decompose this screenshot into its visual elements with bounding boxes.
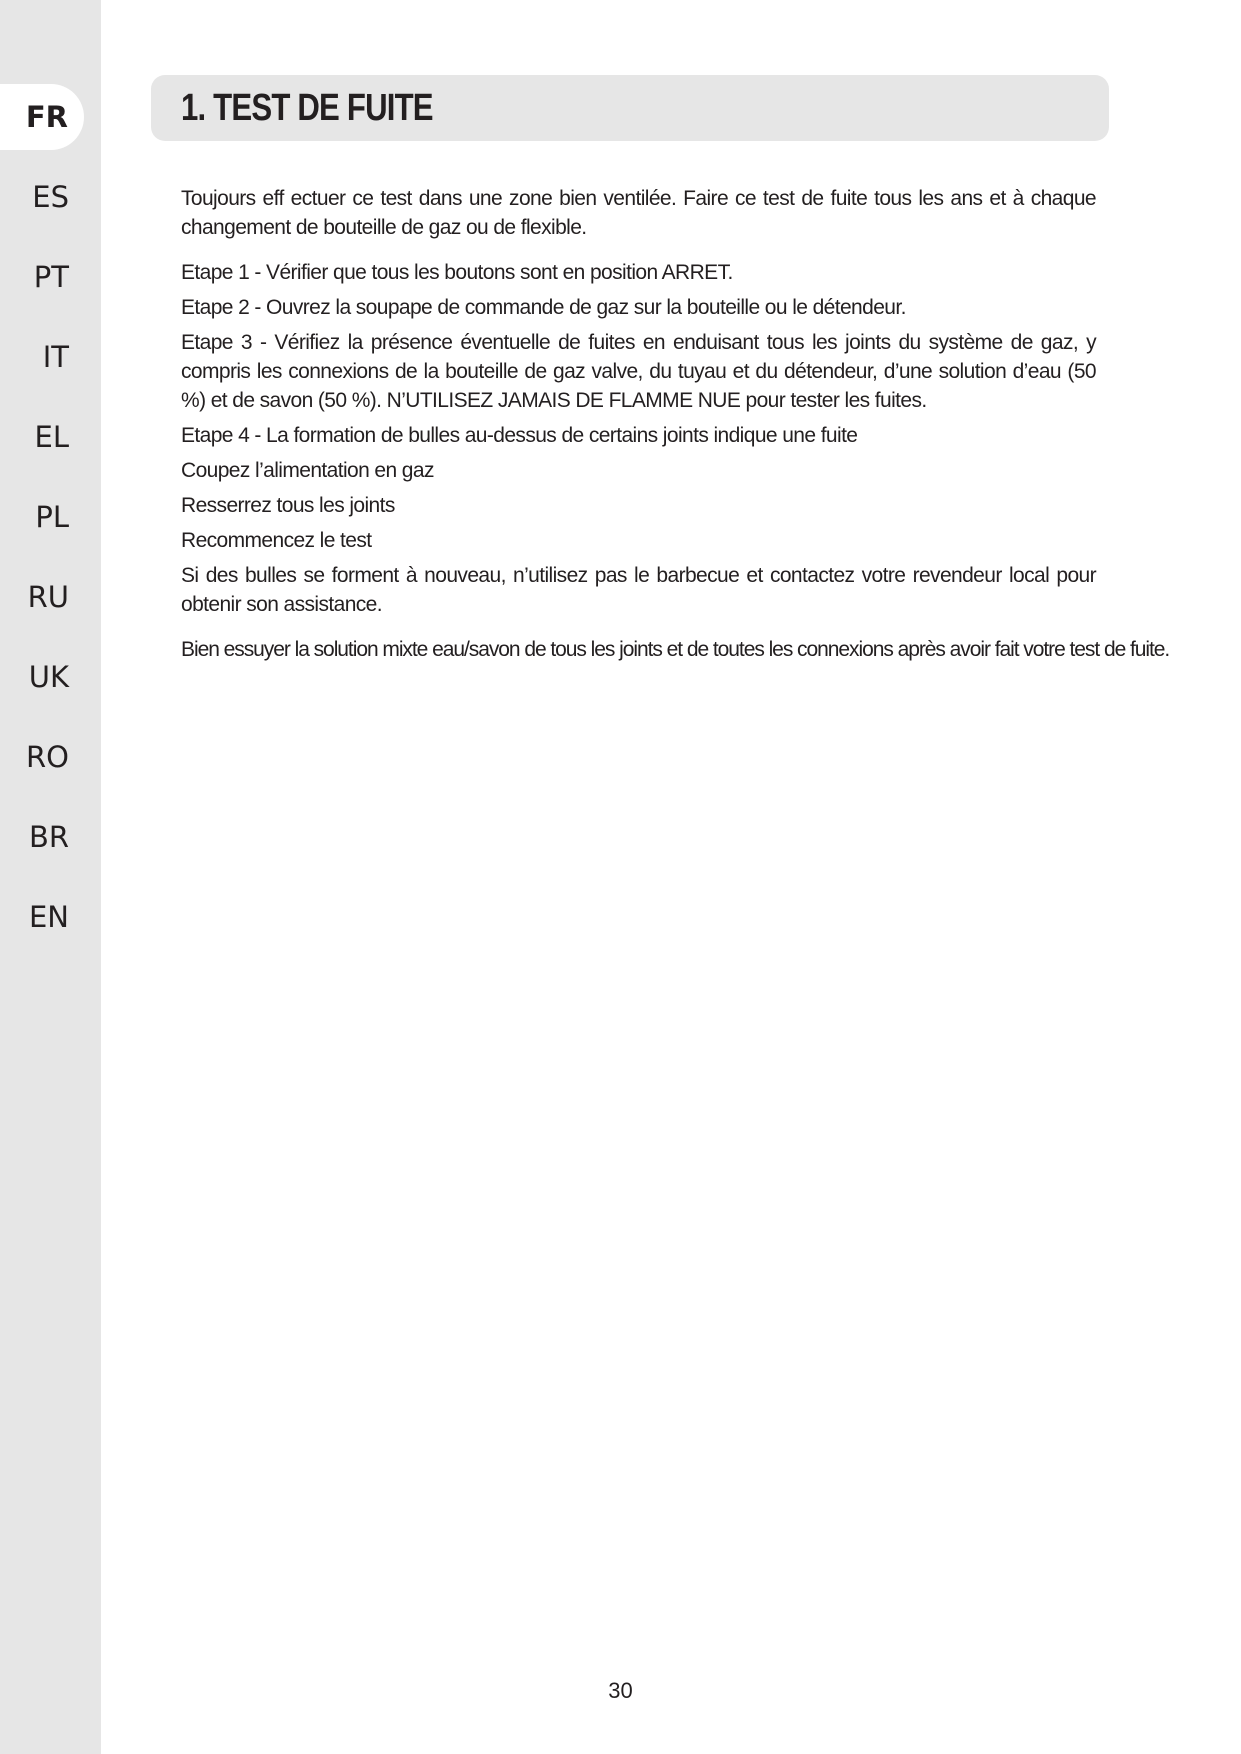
language-tab-br[interactable]	[0, 804, 101, 870]
language-sidebar	[0, 0, 101, 1754]
language-tab-el[interactable]	[0, 404, 101, 470]
step-1: Etape 1 - Vérifier que tous les boutons sont en position ARRET.	[181, 261, 733, 284]
language-tab-label: EL	[34, 420, 69, 454]
step-2: Etape 2 - Ouvrez la soupape de commande de gaz sur la bouteille ou le détendeur.	[181, 296, 906, 319]
language-tab-pt[interactable]	[0, 244, 101, 310]
final-note: Bien essuyer la solution mixte eau/savon de tous les joints et de toutes les connexions après avoir fait votre test de fuite.	[181, 638, 1170, 661]
language-tab-label: FR	[25, 100, 68, 134]
language-tab-label: PL	[35, 500, 69, 534]
language-tab-ro[interactable]	[0, 724, 101, 790]
language-tab-label: RU	[27, 580, 69, 614]
language-tab-en[interactable]	[0, 884, 101, 950]
section-title-bar	[151, 75, 1109, 141]
step-3: Etape 3 - Vérifiez la présence éventuelle de fuites en enduisant tous les joints du système de gaz, y compris les connexions de la bouteille de gaz valve, du tuyau et du détendeur, d’une solution d’eau (50 %) et de savon (50 %). N’UTILISEZ JAMAIS DE FLAMME NUE pour tester les fuites.	[181, 331, 1096, 412]
language-tab-label: BR	[28, 820, 69, 854]
repeat-warning: Si des bulles se forment à nouveau, n’utilisez pas le barbecue et contactez votre revendeur local pour obtenir son assistance.	[181, 564, 1096, 616]
language-list	[0, 84, 101, 964]
step-4: Etape 4 - La formation de bulles au-dessus de certains joints indique une fuite	[181, 424, 858, 447]
language-tab-es[interactable]	[0, 164, 101, 230]
language-tab-uk[interactable]	[0, 644, 101, 710]
instructions-body	[181, 184, 1170, 670]
action-cut-gas: Coupez l’alimentation en gaz	[181, 459, 434, 482]
language-tab-fr[interactable]	[0, 84, 84, 150]
language-tab-label: ES	[32, 180, 69, 214]
language-tab-label: RO	[26, 740, 69, 774]
language-tab-label: PT	[33, 260, 69, 294]
language-tab-pl[interactable]	[0, 484, 101, 550]
language-tab-ru[interactable]	[0, 564, 101, 630]
language-tab-label: EN	[28, 900, 69, 934]
language-tab-label: IT	[42, 340, 69, 374]
page-number: 30	[608, 1678, 633, 1703]
action-restart-test: Recommencez le test	[181, 529, 372, 552]
language-tab-it[interactable]	[0, 324, 101, 390]
language-tab-label: UK	[28, 660, 69, 694]
intro-paragraph: Toujours eff ectuer ce test dans une zone bien ventilée. Faire ce test de fuite tous les ans et à chaque changement de bouteille de gaz ou de flexible.	[181, 187, 1096, 239]
section-title: 1. TEST DE FUITE	[181, 87, 433, 129]
action-tighten-joints: Resserrez tous les joints	[181, 494, 395, 517]
